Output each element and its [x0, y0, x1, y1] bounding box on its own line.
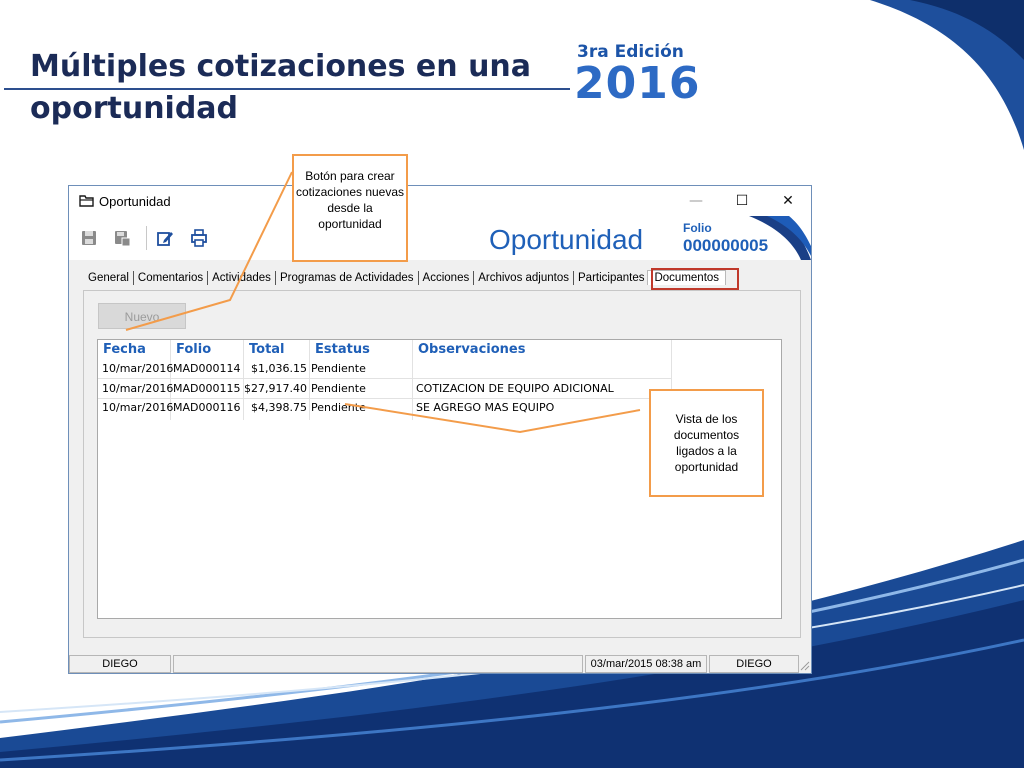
column-divider: [309, 340, 310, 420]
row-divider: [98, 398, 672, 399]
tab-separator: [133, 271, 134, 285]
tab-acciones[interactable]: Acciones: [422, 272, 470, 284]
save-as-icon[interactable]: [113, 229, 131, 247]
callout-documents-view: [649, 389, 764, 497]
status-user-left: DIEGO: [69, 655, 171, 673]
tab-documentos[interactable]: Documentos: [647, 270, 726, 285]
minimize-button[interactable]: —: [689, 193, 703, 209]
folder-icon: [79, 194, 94, 207]
tab-participantes[interactable]: Participantes: [578, 272, 645, 284]
tab-comentarios[interactable]: Comentarios: [137, 272, 204, 284]
tab-separator: [473, 271, 474, 285]
cell-total: $27,917.40: [244, 382, 307, 395]
tab-separator: [275, 271, 276, 285]
callout-new-quote-text: Botón para crear cotizaciones nuevas desde la oportunidad: [295, 169, 405, 231]
print-icon[interactable]: [190, 229, 208, 247]
cell-observaciones: SE AGREGO MAS EQUIPO: [416, 401, 555, 414]
cell-total: $4,398.75: [251, 401, 307, 414]
column-header-fecha[interactable]: Fecha: [103, 342, 146, 357]
cell-observaciones: COTIZACION DE EQUIPO ADICIONAL: [416, 382, 614, 395]
cell-folio: MAD000115: [173, 382, 241, 395]
slide-title-line2: oportunidad: [30, 91, 239, 126]
edition-year: 2016: [574, 58, 701, 109]
tab-separator: [573, 271, 574, 285]
status-empty-field: [173, 655, 583, 673]
title-bar: [69, 186, 811, 216]
slide-title-line1: Múltiples cotizaciones en una: [30, 49, 532, 84]
status-timestamp: 03/mar/2015 08:38 am: [585, 655, 707, 673]
title-divider: [4, 88, 570, 90]
callout-documents-view-text: Vista de los documentos ligados a la oportunidad: [673, 412, 740, 474]
tab-general[interactable]: General: [88, 272, 129, 284]
status-bar: [69, 655, 811, 673]
edit-icon[interactable]: [156, 229, 174, 247]
callout-new-quote: [292, 154, 408, 262]
tab-programas-de-actividades[interactable]: Programas de Actividades: [279, 272, 414, 284]
window-title: Oportunidad: [99, 194, 171, 209]
column-divider: [412, 340, 413, 420]
folio-label: Folio: [683, 221, 712, 235]
cell-folio: MAD000114: [173, 362, 241, 375]
cell-estatus: Pendiente: [311, 362, 366, 375]
toolbar: [69, 216, 811, 260]
save-icon[interactable]: [80, 229, 98, 247]
cell-folio: MAD000116: [173, 401, 241, 414]
resize-grip-icon[interactable]: [799, 659, 810, 671]
close-button[interactable]: ✕: [782, 193, 794, 209]
maximize-button[interactable]: ☐: [735, 193, 749, 209]
cell-estatus: Pendiente: [311, 382, 366, 395]
status-user-right: DIEGO: [709, 655, 799, 673]
new-quote-button[interactable]: Nuevo: [98, 303, 186, 329]
toolbar-separator: [146, 226, 147, 250]
column-header-observaciones[interactable]: Observaciones: [418, 342, 526, 357]
edition-label: 3ra Edición: [577, 42, 684, 62]
column-header-total[interactable]: Total: [249, 342, 285, 357]
cell-total: $1,036.15: [251, 362, 307, 375]
tab-separator: [418, 271, 419, 285]
folio-value: 000000005: [683, 236, 769, 255]
header-swoosh-decoration: [749, 216, 811, 260]
cell-fecha: 10/mar/2016: [102, 382, 174, 395]
brand-title: Oportunidad: [489, 224, 644, 255]
row-divider: [98, 378, 672, 379]
tab-separator: [207, 271, 208, 285]
tab-archivos-adjuntos[interactable]: Archivos adjuntos: [478, 272, 569, 284]
tab-highlight-box: [651, 268, 739, 290]
tab-strip: [85, 270, 726, 290]
cell-fecha: 10/mar/2016: [102, 401, 174, 414]
tab-actividades[interactable]: Actividades: [212, 272, 271, 284]
column-header-estatus[interactable]: Estatus: [315, 342, 370, 357]
cell-fecha: 10/mar/2016: [102, 362, 174, 375]
column-header-folio[interactable]: Folio: [176, 342, 212, 357]
cell-estatus: Pendiente: [311, 401, 366, 414]
